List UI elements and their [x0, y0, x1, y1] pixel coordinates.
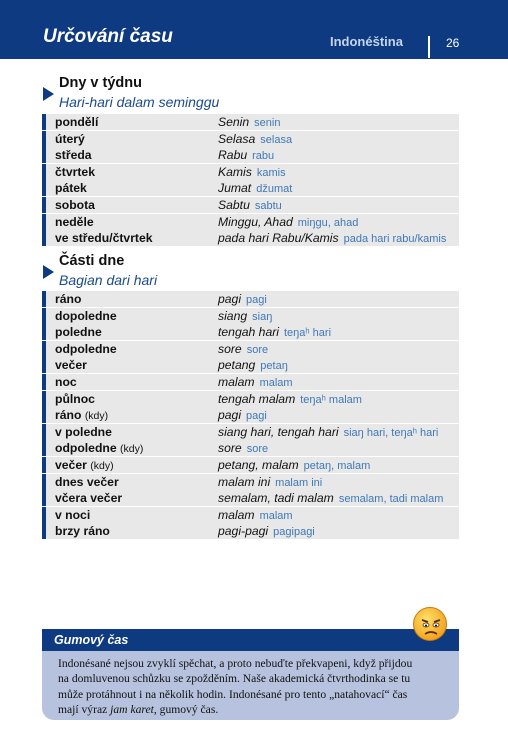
tip-box-header	[42, 629, 459, 651]
tip-line	[58, 702, 450, 717]
page-number: 26	[446, 36, 460, 50]
czech-word: v poledne	[55, 424, 112, 439]
usage-note: (kdy)	[90, 459, 114, 472]
czech-word: noc	[55, 374, 77, 389]
tip-line: Indonésané nejsou zvyklí spěchat, a proto nebuďte překvapeni, když přijdou	[58, 657, 413, 670]
translation	[218, 474, 322, 491]
czech-term	[55, 523, 110, 539]
language-label: Indonéština	[330, 34, 403, 49]
translation	[218, 490, 443, 507]
pronunciation: petaŋ	[260, 360, 288, 373]
pronunciation: pagi	[246, 410, 267, 423]
czech-term	[55, 424, 112, 440]
table-row	[42, 324, 459, 340]
translation	[218, 407, 267, 424]
czech-word: dopoledne	[55, 308, 117, 323]
section-subtitle: Bagian dari hari	[59, 272, 158, 288]
pronunciation: teŋaʰ malam	[300, 393, 362, 406]
translation	[218, 230, 446, 247]
czech-term	[55, 391, 95, 407]
czech-term	[55, 114, 98, 130]
tip-line-end: , gumový čas.	[153, 703, 219, 717]
czech-word: brzy ráno	[55, 524, 110, 539]
czech-word: čtvrtek	[55, 164, 95, 179]
pronunciation: pagipagi	[273, 526, 315, 539]
czech-word: odpoledne	[55, 441, 117, 456]
indonesian-word: Kamis	[218, 164, 252, 179]
pronunciation: malam ini	[275, 476, 323, 489]
czech-term	[55, 457, 114, 474]
translation	[218, 114, 280, 131]
czech-word: půlnoc	[55, 391, 95, 406]
czech-term	[55, 164, 95, 180]
tip-line: může protáhnout i na několik hodin. Indonésané pro tento „natahovací“ čas	[58, 687, 408, 701]
indonesian-word: siang	[218, 308, 248, 323]
czech-word: úterý	[55, 131, 85, 146]
translation	[218, 147, 274, 164]
tip-emphasis: jam karet	[110, 703, 154, 717]
czech-word: středa	[55, 148, 92, 163]
czech-term	[55, 180, 87, 196]
czech-term	[55, 131, 85, 147]
translation	[218, 291, 267, 308]
indonesian-word: pagi-pagi	[218, 524, 269, 539]
czech-word: poledne	[55, 325, 102, 340]
pronunciation: kamis	[256, 166, 286, 179]
header-divider	[428, 36, 430, 58]
czech-term	[55, 197, 95, 213]
czech-term	[55, 214, 94, 230]
table-row	[42, 507, 459, 523]
pronunciation: semalam, tadi malam	[338, 493, 444, 506]
tip-box-text	[58, 656, 450, 718]
czech-word: odpoledne	[55, 341, 117, 356]
table-row	[42, 474, 459, 490]
usage-note: (kdy)	[84, 410, 109, 423]
table-row	[42, 147, 459, 163]
indonesian-word: pada hari Rabu/Kamis	[218, 231, 339, 246]
pronunciation: sore	[246, 443, 269, 456]
czech-word: ve středu/čtvrtek	[55, 231, 153, 246]
pronunciation: teŋaʰ hari	[284, 327, 332, 340]
translation	[218, 357, 288, 374]
czech-term	[55, 147, 92, 163]
section-subtitle: Hari-hari dalam seminggu	[59, 94, 220, 110]
czech-term	[55, 474, 119, 490]
pronunciation: pagi	[246, 294, 267, 306]
page-header	[0, 0, 508, 59]
translation	[218, 440, 268, 457]
czech-word: v noci	[55, 507, 91, 522]
czech-word: neděle	[55, 214, 94, 229]
table-row	[42, 131, 459, 147]
indonesian-word: siang hari, tengah hari	[218, 424, 339, 439]
pronunciation: džumat	[256, 183, 293, 196]
table-row	[42, 407, 459, 423]
arrow-right-icon	[43, 265, 54, 279]
table-row	[42, 374, 459, 390]
czech-term	[55, 357, 87, 373]
pronunciation: selasa	[260, 133, 293, 146]
pronunciation: senin	[254, 117, 281, 129]
indonesian-word: Senin	[218, 115, 250, 129]
indonesian-word: tengah malam	[218, 391, 296, 406]
table-row	[42, 490, 459, 506]
czech-term	[55, 291, 81, 307]
translation	[218, 507, 293, 524]
indonesian-word: malam ini	[218, 474, 271, 489]
czech-term	[55, 490, 122, 506]
table-row	[42, 230, 459, 246]
section-title: Dny v týdnu	[59, 75, 142, 91]
czech-term	[55, 341, 117, 357]
translation	[218, 424, 438, 441]
indonesian-word: pagi	[218, 408, 242, 423]
usage-note: (kdy)	[120, 443, 144, 456]
tip-line-start: mají výraz	[58, 703, 111, 717]
czech-word: večer	[55, 457, 87, 472]
translation	[218, 197, 282, 214]
annoyed-face-icon	[413, 607, 447, 641]
pronunciation: siaŋ	[252, 310, 273, 323]
czech-term	[55, 440, 143, 457]
czech-term	[55, 407, 108, 424]
table-row	[42, 357, 459, 373]
czech-term	[55, 324, 102, 340]
czech-word: ráno	[55, 292, 82, 306]
indonesian-word: sore	[218, 341, 242, 356]
pronunciation: miŋgu, ahad	[297, 216, 359, 229]
pronunciation: rabu	[252, 150, 275, 163]
indonesian-word: Minggu, Ahad	[218, 214, 293, 229]
table-row	[42, 291, 459, 307]
translation	[218, 324, 331, 341]
czech-term	[55, 507, 90, 523]
translation	[218, 341, 268, 358]
pronunciation: siaŋ hari, teŋaʰ hari	[343, 426, 439, 439]
tip-box-body	[42, 651, 459, 720]
table-row	[42, 180, 459, 196]
indonesian-word: malam	[218, 507, 255, 522]
table-row	[42, 457, 459, 473]
days-table	[42, 114, 459, 247]
translation	[218, 374, 293, 391]
indonesian-word: malam	[218, 374, 255, 389]
translation	[218, 457, 370, 474]
indonesian-word: petang, malam	[218, 457, 299, 472]
indonesian-word: Rabu	[218, 148, 248, 163]
table-row	[42, 391, 459, 407]
pronunciation: sabtu	[254, 199, 282, 212]
arrow-right-icon	[43, 87, 54, 101]
indonesian-word: tengah hari	[218, 325, 279, 340]
page-title: Určování času	[43, 26, 173, 47]
czech-term	[55, 374, 77, 390]
indonesian-word: sore	[218, 441, 242, 456]
table-row	[42, 523, 459, 539]
czech-word: pondělí	[55, 115, 99, 129]
pronunciation: petaŋ, malam	[303, 459, 371, 472]
czech-word: dnes večer	[55, 474, 119, 489]
table-row	[42, 114, 459, 130]
table-row	[42, 440, 459, 456]
translation	[218, 164, 286, 181]
pronunciation: sore	[246, 343, 269, 356]
parts-of-day-table	[42, 291, 459, 540]
indonesian-word: Selasa	[218, 131, 256, 146]
czech-term	[55, 230, 153, 246]
pronunciation: malam	[259, 376, 293, 389]
translation	[218, 214, 358, 231]
pronunciation: malam	[259, 509, 293, 522]
translation	[218, 180, 292, 197]
czech-word: včera večer	[55, 491, 123, 506]
table-row	[42, 164, 459, 180]
indonesian-word: Sabtu	[218, 197, 250, 212]
table-row	[42, 424, 459, 440]
table-row	[42, 197, 459, 213]
table-row	[42, 341, 459, 357]
czech-word: ráno	[55, 408, 82, 423]
table-row	[42, 214, 459, 230]
section-title: Části dne	[59, 253, 125, 269]
translation	[218, 391, 362, 408]
czech-term	[55, 308, 117, 324]
czech-word: sobota	[55, 197, 95, 212]
table-row	[42, 308, 459, 324]
tip-line: na domluvenou schůzku se zpožděním. Naše akademická čtvrthodinka se tu	[58, 672, 411, 686]
czech-word: večer	[55, 358, 87, 373]
indonesian-word: semalam, tadi malam	[218, 491, 334, 506]
translation	[218, 308, 272, 325]
indonesian-word: pagi	[218, 292, 242, 306]
indonesian-word: Jumat	[218, 181, 252, 196]
translation	[218, 523, 315, 540]
indonesian-word: petang	[218, 358, 256, 373]
pronunciation: pada hari rabu/kamis	[343, 233, 447, 246]
czech-word: pátek	[55, 181, 87, 196]
translation	[218, 131, 292, 148]
tip-box-title: Gumový čas	[54, 633, 129, 647]
